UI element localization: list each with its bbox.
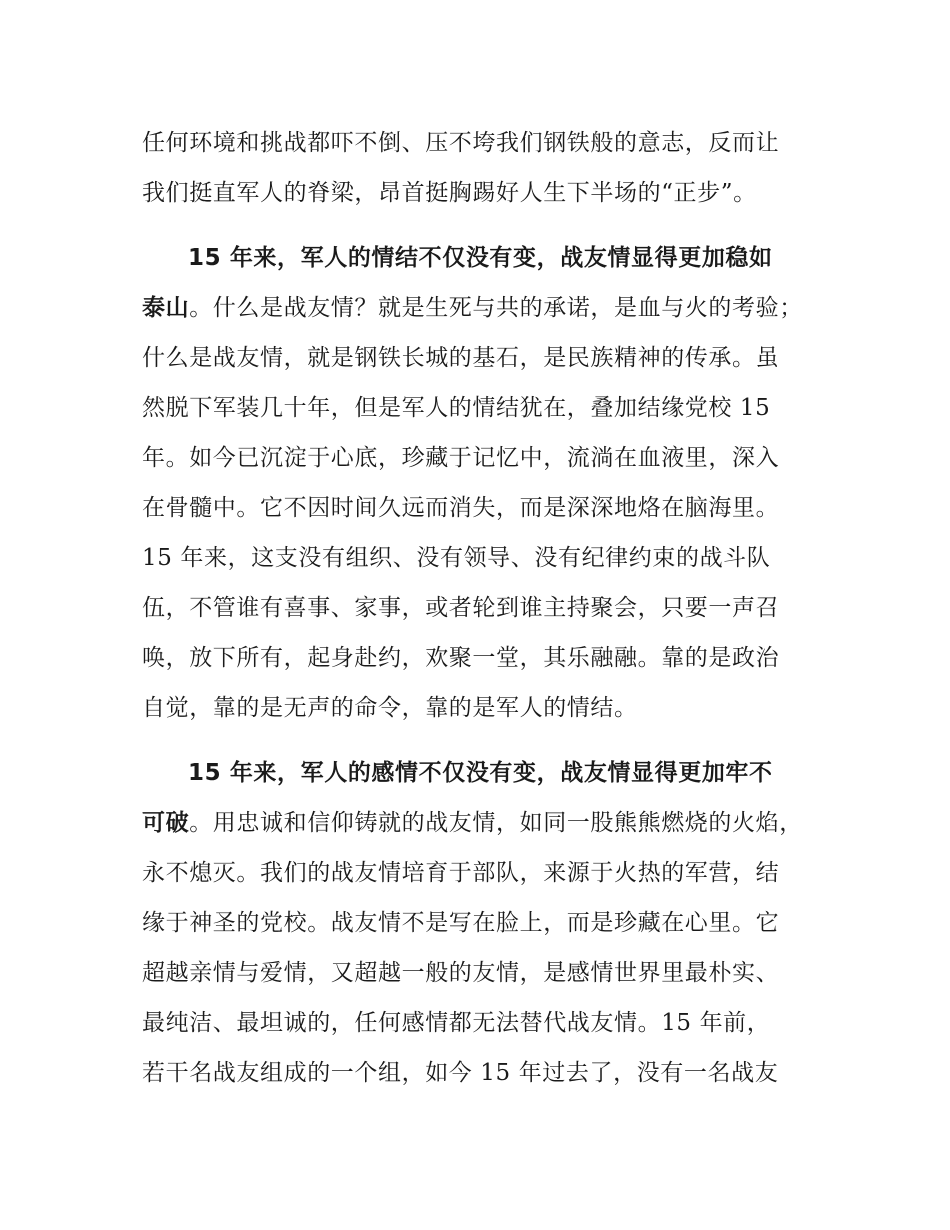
paragraph-2-line-9: 唤，放下所有，起身赴约，欢聚一堂，其乐融融。靠的是政治	[142, 645, 780, 671]
paragraph-1-line-2: 我们挺直军人的脊梁，昂首挺胸踢好人生下半场的“正步”。	[142, 180, 757, 206]
paragraph-2-line-7: 15 年来，这支没有组织、没有领导、没有纪律约束的战斗队	[142, 545, 771, 571]
paragraph-3-line-7: 若干名战友组成的一个组，如今 15 年过去了，没有一名战友	[142, 1060, 779, 1086]
paragraph-3-line-4: 缘于神圣的党校。战友情不是写在脸上，而是珍藏在心里。它	[142, 910, 780, 936]
paragraph-2-line-5: 年。如今已沉淀于心底，珍藏于记忆中，流淌在血液里，深入	[142, 445, 780, 471]
paragraph-2-line-10: 自觉，靠的是无声的命令，靠的是军人的情结。	[142, 695, 638, 721]
paragraph-3-heading-line-1: 15 年来，军人的感情不仅没有变，战友情显得更加牢不	[188, 760, 773, 786]
paragraph-2-line-8: 伍，不管谁有喜事、家事，或者轮到谁主持聚会，只要一声召	[142, 595, 780, 621]
paragraph-3-line-2	[142, 808, 803, 838]
paragraph-2-line-3: 什么是战友情，就是钢铁长城的基石，是民族精神的传承。虽	[142, 345, 780, 371]
paragraph-2-heading-line-1: 15 年来，军人的情结不仅没有变，战友情显得更加稳如	[188, 245, 773, 271]
paragraph-1-line-1: 任何环境和挑战都吓不倒、压不垮我们钢铁般的意志，反而让	[142, 130, 780, 156]
paragraph-2-line-6: 在骨髓中。它不因时间久远而消失，而是深深地烙在脑海里。	[142, 495, 780, 521]
paragraph-3-line-6: 最纯洁、最坦诚的，任何感情都无法替代战友情。15 年前，	[142, 1010, 771, 1036]
paragraph-3-heading-line-2: 可破	[142, 810, 190, 836]
paragraph-2-line-2	[142, 293, 803, 323]
paragraph-2-line-2-rest: 。什么是战友情？就是生死与共的承诺，是血与火的考验；	[189, 295, 803, 321]
paragraph-3-line-5: 超越亲情与爱情，又超越一般的友情，是感情世界里最朴实、	[142, 960, 780, 986]
paragraph-3-line-2-rest: 。用忠诚和信仰铸就的战友情，如同一股熊熊燃烧的火焰，	[189, 810, 803, 836]
paragraph-2-heading-line-2: 泰山	[142, 295, 190, 321]
paragraph-3-line-3: 永不熄灭。我们的战友情培育于部队，来源于火热的军营，结	[142, 860, 780, 886]
paragraph-2-line-4: 然脱下军装几十年，但是军人的情结犹在，叠加结缘党校 15	[142, 395, 771, 421]
